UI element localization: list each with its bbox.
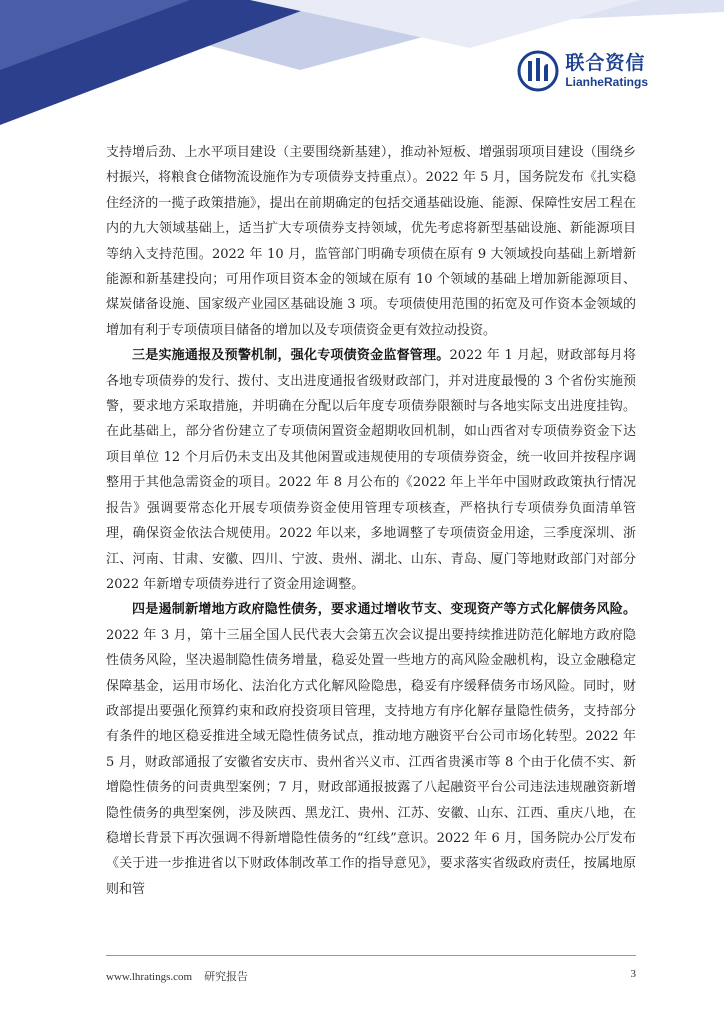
logo-name-cn: 联合资信 xyxy=(565,52,646,74)
paragraph-text: 2022 年 1 月起，财政部每月将各地专项债券的发行、拨付、支出进度通报省级财政部门，并对进度最慢的 3 个省份实施预警，要求地方采取措施，并明确在分配以后年度专项债券限额时与各地实际支出进度挂钩。在此基础上，部分省份建立了专项债闲置资金超期收回机制，如山西省对专项债券资金下达项目单位 12 个月后仍未支出及其他闲置或违规使用的专项债券资金，统一收回并按程序调整用于其他急需资金的项目。2022 年 8 月公布的《2022 年上半年中国财政政策执行情况报告》强调要常态化开展专项债券资金使用管理专项核查，严格执行专项债券负面清单管理，确保资金依法合规使用。2022 年以来，多地调整了专项债资金用途，三季度深圳、浙江、河南、甘肃、安徽、四川、宁波、贵州、湖北、山东、青岛、厦门等地财政部门对部分 2022 年新增专项债券进行了资金用途调整。 xyxy=(106,348,636,592)
page-footer xyxy=(106,968,636,984)
paragraph-heading: 四是遏制新增地方政府隐性债务，要求通过增收节支、变现资产等方式化解债务风险。 xyxy=(132,602,636,618)
paragraph-text: 2022 年 3 月，第十三届全国人民代表大会第五次会议提出要持续推进防范化解地方政府隐性债务风险，坚决遏制隐性债务增量，稳妥处置一些地方的高风险金融机构，设立金融稳定保障基金，运用市场化、法治化方式化解风险隐患，稳妥有序缓释债务市场风险。同时，财政部提出要强化预算约束和政府投资项目管理，支持地方有序化解存量隐性债务，支持部分有条件的地区稳妥推进全域无隐性债务试点，推动地方融资平台公司市场化转型。2022 年 5 月，财政部通报了安徽省安庆市、贵州省兴义市、江西省贵溪市等 8 个由于化债不实、新增隐性债务的问责典型案例；7 月，财政部通报披露了八起融资平台公司违法违规融资新增隐性债务的典型案例，涉及陕西、黑龙江、贵州、江苏、安徽、山东、江西、重庆八地，在稳增长背景下再次强调不得新增隐性债务的“红线”意识。2022 年 6 月，国务院办公厅发布《关于进一步推进省以下财政体制改革工作的指导意见》，要求落实省级政府责任，按属地原则和管 xyxy=(106,627,636,897)
paragraph-special-bond-scope: 支持增后劲、上水平项目建设（主要围绕新基建），推动补短板、增强弱项项目建设（围绕乡村振兴，将粮食仓储物流设施作为专项债券支持重点）。2022 年 5 月，国务院发布《扎实稳住经济的一揽子政策措施》，提出在前期确定的包括交通基础设施、能源、保障性安居工程在内的九大领域基础上，适当扩大专项债券支持领域，优先考虑将新型基础设施、新能源项目等纳入支持范围。2022 年 10 月，监管部门明确专项债在原有 9 大领域投向基础上新增新能源和新基建投向；可用作项目资本金的领域在原有 10 个领域的基础上增加新能源项目、煤炭储备设施、国家级产业园区基础设施 3 项。专项债使用范围的拓宽及可作资本金领域的增加有利于专项债项目储备的增加以及专项债资金更有效拉动投资。 xyxy=(106,145,636,338)
logo-name-en: LianheRatings xyxy=(565,75,648,89)
paragraph-supervision xyxy=(106,343,636,597)
footer-doc-type: 研究报告 xyxy=(204,971,249,983)
paragraph-heading: 三是实施通报及预警机制，强化专项债资金监督管理。 xyxy=(132,348,450,364)
footer-website: www.lhratings.com xyxy=(106,971,193,983)
lianhe-ratings-logo-icon xyxy=(517,50,559,92)
paragraph-hidden-debt xyxy=(106,597,636,902)
company-logo xyxy=(517,50,648,92)
footer-divider xyxy=(106,955,636,956)
page-number: 3 xyxy=(630,968,636,980)
document-body xyxy=(106,140,636,902)
